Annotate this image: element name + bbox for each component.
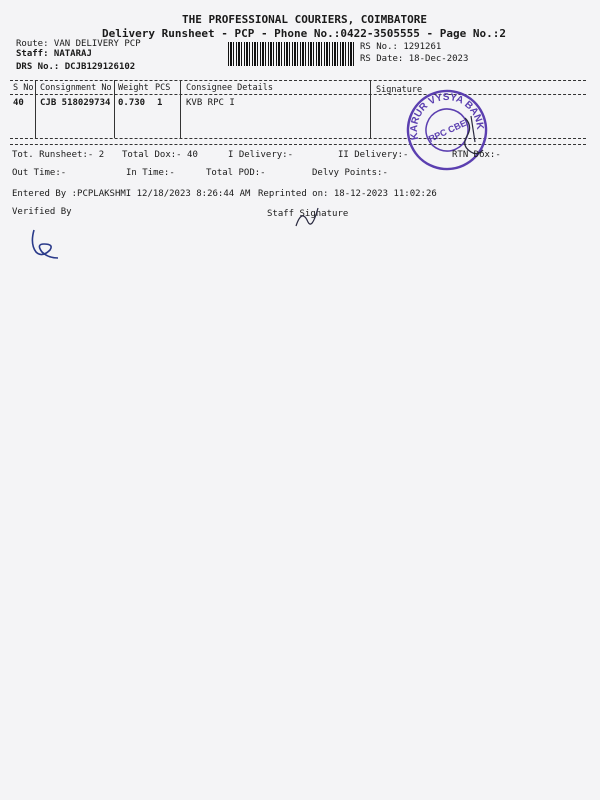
ii-delivery: II Delivery:- [338,150,409,160]
col-header-consignee: Consignee Details [186,83,273,93]
verified-by-label: Verified By [12,207,72,217]
row-weight: 0.730 [118,98,146,108]
entered-by: Entered By :PCPLAKSHMI 12/18/2023 8:26:44 AM [12,189,251,199]
rs-date: RS Date: 18-Dec-2023 [360,54,469,64]
in-time: In Time:- [126,168,175,178]
staff-label: Staff: NATARAJ [16,49,92,59]
staff-signature-mark [292,204,322,234]
staff-signature-label: Staff Signature [267,209,349,219]
col-header-consignment: Consignment No [40,83,112,93]
route-label: Route: VAN DELIVERY PCP [16,39,141,49]
col-header-weight: Weight [118,83,149,93]
row-pcs: 1 [157,98,163,108]
table-bottom-rule [10,138,586,139]
delvy-points: Delvy Points:- [312,168,388,178]
rs-number: RS No.: 1291261 [360,42,442,52]
out-time: Out Time:- [12,168,67,178]
row-consignment: CJB 518029734 [40,98,111,108]
summary-rule [10,144,586,145]
tot-runsheet: Tot. Runsheet:- 2 [12,150,105,160]
table-header-rule [10,94,586,95]
company-title: THE PROFESSIONAL COURIERS, COIMBATORE [182,13,428,26]
drs-number: DRS No.: DCJB129126102 [16,62,136,72]
reprinted-on: Reprinted on: 18-12-2023 11:02:26 [258,189,437,199]
verifier-signature [26,226,66,260]
table-top-rule [10,80,586,81]
runsheet-title: Delivery Runsheet - PCP - Phone No.:0422-3505555 - Page No.:2 [102,27,506,40]
col-header-sno: S No [13,83,34,93]
rtn-dox: RTN Dox:- [452,150,501,160]
barcode [228,42,354,66]
col-header-signature: Signature [376,85,423,95]
col-header-pcs: PCS [155,83,171,93]
i-delivery: I Delivery:- [228,150,294,160]
stamp-bank-name: KARUR VYSYA BANK [408,91,486,141]
total-pod: Total POD:- [206,168,266,178]
row-sno: 40 [13,98,24,108]
stamp-inner-text: RPC CBE [426,117,468,144]
total-dox: Total Dox:- 40 [122,150,198,160]
row-consignee: KVB RPC I [186,98,235,108]
